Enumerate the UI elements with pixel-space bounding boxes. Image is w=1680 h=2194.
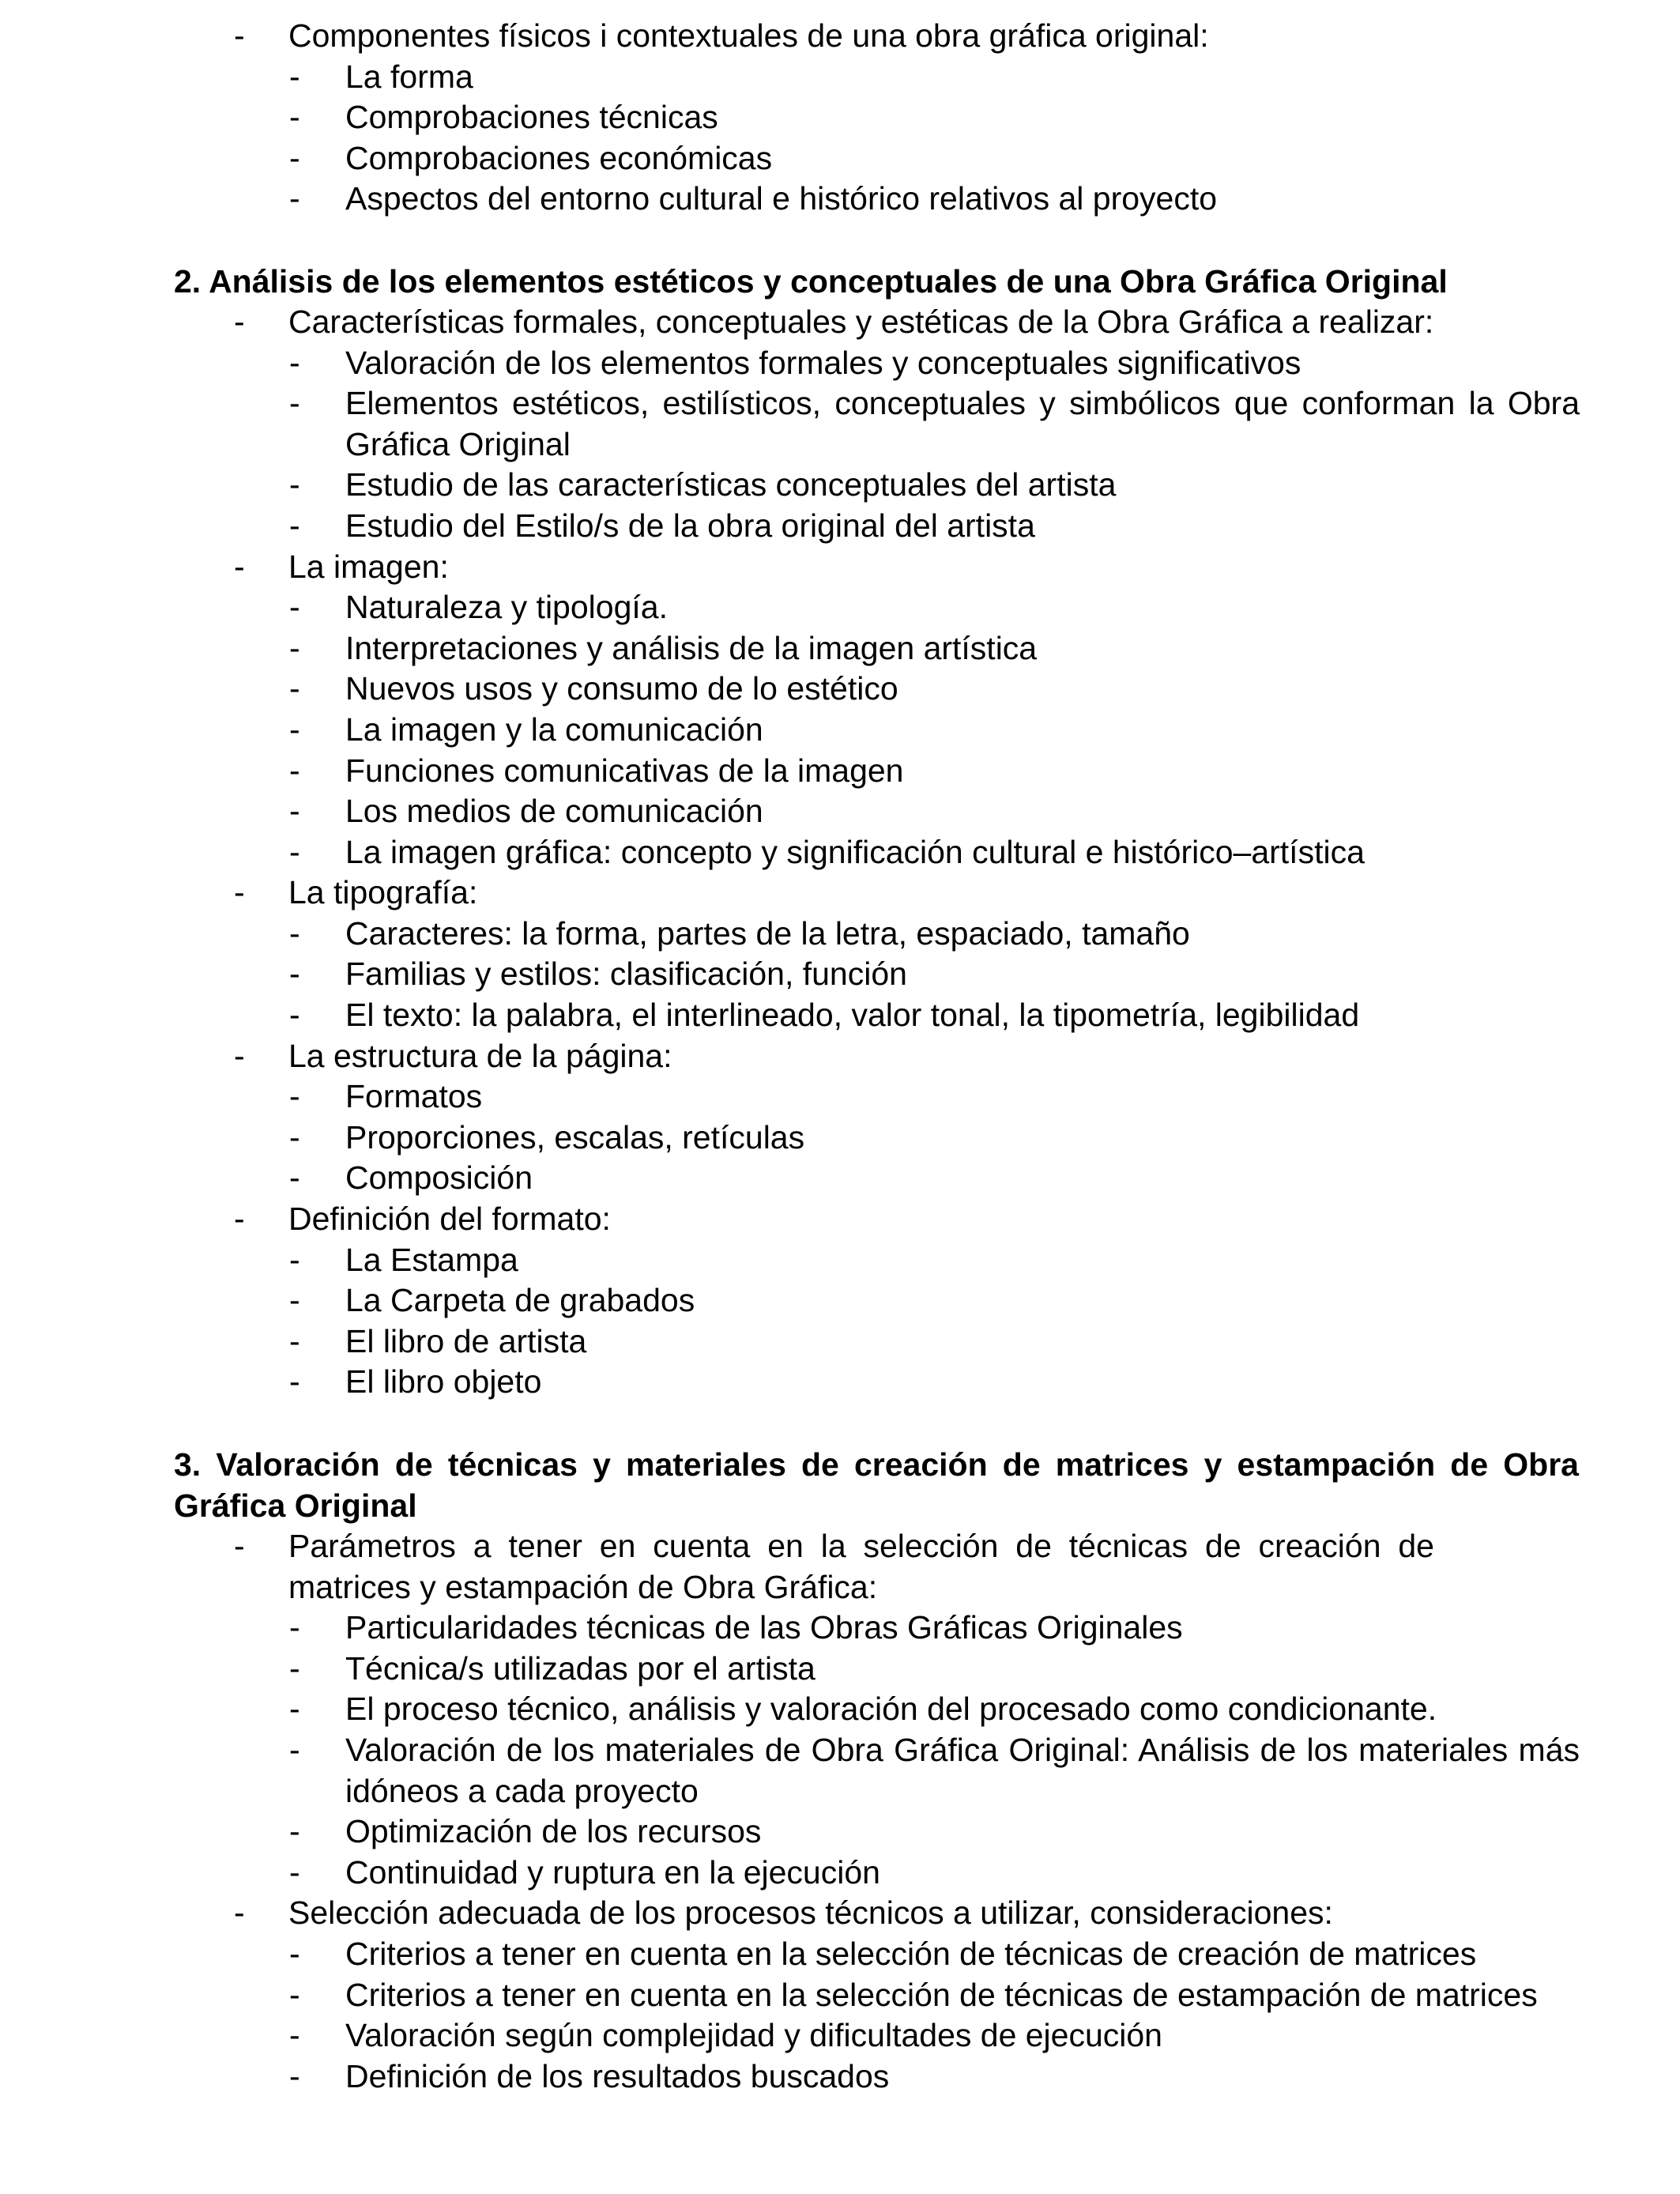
bullet-dash: -	[289, 1159, 300, 1197]
list-item: - La imagen gráfica: concepto y significación cultural e histórico–artística	[0, 832, 1680, 873]
list-item: - Valoración de los materiales de Obra Gráfica Original: Análisis de los materiales más idóneos a cada proyecto	[289, 1731, 1580, 1809]
bullet-dash: -	[289, 139, 300, 176]
bullet-dash: -	[289, 344, 300, 381]
bullet-dash: -	[289, 670, 300, 707]
bullet-dash: -	[289, 833, 300, 870]
bullet-dash: -	[289, 2017, 300, 2054]
bullet-dash: -	[289, 1241, 300, 1278]
list-item: - Estudio de las características conceptuales del artista	[0, 465, 1680, 506]
bullet-dash: -	[289, 1118, 300, 1155]
bullet-dash: -	[234, 303, 245, 340]
bullet-dash: -	[289, 1609, 300, 1646]
section-title: 2. Análisis de los elementos estéticos y conceptuales de una Obra Gráfica Original	[174, 262, 1448, 300]
list-item: - Comprobaciones económicas	[0, 138, 1680, 179]
section-2	[0, 261, 1680, 1403]
list-item: - Elementos estéticos, estilísticos, conceptuales y simbólicos que conforman la Obra Gráfica Original	[289, 385, 1580, 462]
list-item: - Criterios a tener en cuenta en la selección de técnicas de creación de matrices	[0, 1934, 1680, 1975]
list-item: - Técnica/s utilizadas por el artista	[0, 1649, 1680, 1690]
list-item: - El proceso técnico, análisis y valoración del procesado como condicionante.	[0, 1689, 1680, 1730]
bullet-dash: -	[289, 956, 300, 993]
bullet-dash: -	[289, 629, 300, 666]
bullet-dash: -	[289, 1935, 300, 1972]
list-item: - Nuevos usos y consumo de lo estético	[0, 669, 1680, 710]
bullet-dash: -	[289, 180, 300, 217]
list-item: - Familias y estilos: clasificación, función	[0, 954, 1680, 995]
bullet-dash: -	[289, 2057, 300, 2094]
list-item: - Naturaleza y tipología.	[0, 587, 1680, 628]
list-item: - Particularidades técnicas de las Obras Gráficas Originales	[0, 1608, 1680, 1649]
bullet-dash: -	[289, 1853, 300, 1891]
bullet-dash: -	[289, 793, 300, 830]
bullet-dash: -	[289, 1649, 300, 1687]
bullet-dash: -	[234, 548, 245, 585]
list-item: - Interpretaciones y análisis de la imagen artística	[0, 628, 1680, 669]
list-item: - El libro de artista	[0, 1321, 1680, 1363]
list-item: - Parámetros a tener en cuenta en la selección de técnicas de creación de matrices y estampación de Obra Gráfica:	[234, 1528, 1434, 1605]
bullet-dash: -	[234, 1894, 245, 1932]
list-item: - Criterios a tener en cuenta en la selección de técnicas de estampación de matrices	[0, 1975, 1680, 2016]
list-item: - Continuidad y ruptura en la ejecución	[0, 1853, 1680, 1894]
bullet-dash: -	[234, 1201, 245, 1238]
bullet-dash: -	[289, 1976, 300, 2013]
bullet-dash: -	[289, 1363, 300, 1400]
list-item: - La imagen y la comunicación	[0, 710, 1680, 751]
list-item: - Características formales, conceptuales y estéticas de la Obra Gráfica a realizar:	[0, 302, 1680, 343]
section-spacer	[0, 220, 1680, 261]
bullet-dash: -	[289, 997, 300, 1034]
list-item: - La estructura de la página:	[0, 1036, 1680, 1077]
bullet-dash: -	[289, 1078, 300, 1115]
bullet-dash: -	[289, 99, 300, 136]
list-item: - La Estampa	[0, 1240, 1680, 1281]
list-item: - Definición del formato:	[0, 1199, 1680, 1240]
list-item: - Los medios de comunicación	[0, 791, 1680, 832]
bullet-dash: -	[289, 1282, 300, 1319]
list-item: - Proporciones, escalas, retículas	[0, 1118, 1680, 1159]
list-item: - Estudio del Estilo/s de la obra original del artista	[0, 506, 1680, 547]
list-item: - Formatos	[0, 1076, 1680, 1118]
section-3	[0, 1444, 1680, 2097]
section-spacer	[0, 1403, 1680, 1444]
bullet-dash: -	[289, 1322, 300, 1359]
section-title: 3. Valoración de técnicas y materiales de creación de matrices y estampación de Obra Gráfica Original	[174, 1446, 1579, 1524]
list-item: - La forma	[0, 57, 1680, 98]
list-item: - La imagen:	[0, 547, 1680, 588]
list-item: - Valoración de los elementos formales y conceptuales significativos	[0, 343, 1680, 384]
bullet-dash: -	[289, 385, 300, 422]
bullet-dash: -	[289, 507, 300, 544]
list-item: - Comprobaciones técnicas	[0, 97, 1680, 138]
list-item: - Aspectos del entorno cultural e histórico relativos al proyecto	[0, 179, 1680, 220]
list-item: - La Carpeta de grabados	[0, 1280, 1680, 1321]
list-item: - Funciones comunicativas de la imagen	[0, 751, 1680, 792]
bullet-dash: -	[234, 17, 245, 54]
bullet-dash: -	[289, 1691, 300, 1728]
bullet-dash: -	[289, 58, 300, 95]
list-item: - El libro objeto	[0, 1362, 1680, 1403]
list-item: - Componentes físicos i contextuales de una obra gráfica original:	[0, 16, 1680, 57]
list-item: - Valoración según complejidad y dificultades de ejecución	[0, 2015, 1680, 2056]
list-item: - Composición	[0, 1158, 1680, 1199]
list-item: - Optimización de los recursos	[0, 1811, 1680, 1853]
bullet-dash: -	[234, 874, 245, 911]
bullet-dash: -	[289, 1731, 300, 1768]
bullet-dash: -	[289, 466, 300, 503]
bullet-dash: -	[289, 711, 300, 748]
document-page	[0, 16, 1680, 2097]
bullet-dash: -	[289, 589, 300, 626]
intro-block	[0, 16, 1680, 220]
bullet-dash: -	[234, 1037, 245, 1074]
list-item: - El texto: la palabra, el interlineado, valor tonal, la tipometría, legibilidad	[0, 995, 1680, 1036]
bullet-dash: -	[289, 1813, 300, 1850]
bullet-dash: -	[289, 752, 300, 789]
list-item: - Selección adecuada de los procesos técnicos a utilizar, consideraciones:	[0, 1893, 1680, 1934]
list-item: - Definición de los resultados buscados	[0, 2056, 1680, 2098]
bullet-dash: -	[234, 1528, 245, 1564]
list-item: - Caracteres: la forma, partes de la letra, espaciado, tamaño	[0, 914, 1680, 955]
list-item: - La tipografía:	[0, 873, 1680, 914]
bullet-dash: -	[289, 914, 300, 952]
